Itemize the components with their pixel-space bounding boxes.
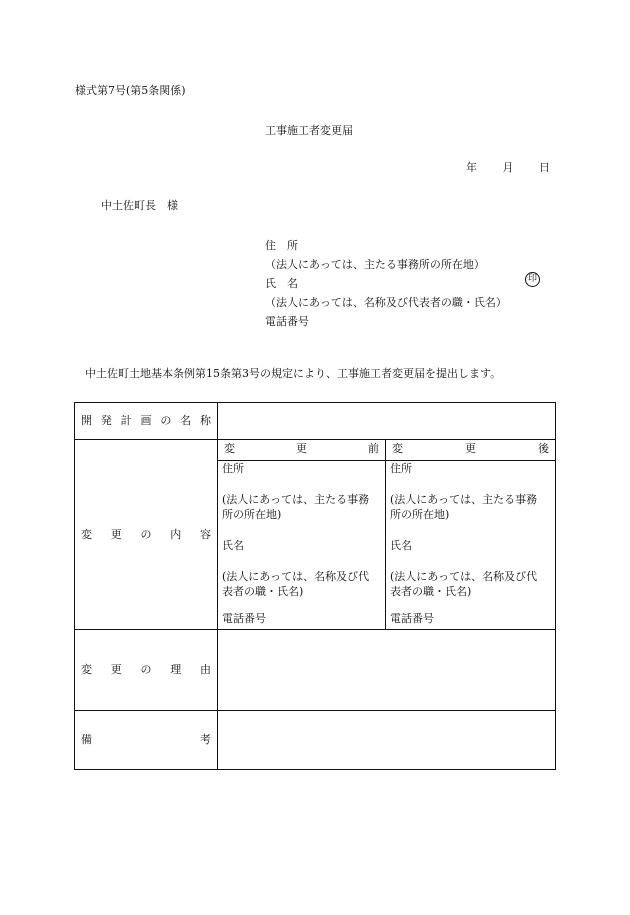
label-char: 考 — [200, 733, 211, 746]
label-char: 備 — [81, 733, 92, 746]
label-char: 内 — [170, 527, 182, 541]
label-char: 名 — [180, 414, 192, 427]
change-content-label-cell — [75, 440, 218, 630]
reason-label — [81, 663, 211, 677]
recipient: 中土佐町長 様 — [101, 199, 178, 212]
before-phone: 電話番号 — [222, 612, 266, 625]
after-details-cell — [386, 461, 556, 630]
remarks-label-cell — [75, 711, 218, 770]
change-content-label — [81, 528, 211, 542]
after-name: 氏名 — [390, 539, 412, 552]
label-char: 理 — [170, 663, 182, 676]
label-char: 更 — [110, 527, 122, 541]
after-address: 住所 — [390, 462, 412, 475]
label-char: 称 — [199, 414, 211, 427]
applicant-address-label: 住 所 — [265, 239, 298, 252]
applicant-name-label: 氏 名 — [265, 277, 298, 290]
before-address-note-1: (法人にあっては、主たる事務 — [222, 493, 370, 506]
label-char: 容 — [200, 527, 211, 541]
before-header-cell — [218, 440, 386, 461]
label-char: 開 — [81, 414, 92, 427]
before-header — [224, 442, 379, 456]
year-label: 年 — [466, 161, 477, 174]
form-number: 様式第7号(第5条関係) — [75, 84, 186, 97]
label-char: 画 — [140, 414, 152, 427]
project-name-row — [75, 403, 556, 440]
remarks-value-cell — [218, 711, 556, 770]
label-char: 後 — [538, 442, 549, 455]
project-name-label — [81, 414, 211, 428]
after-address-note-2: 所の所在地) — [390, 508, 450, 521]
change-header-row — [75, 440, 556, 461]
remarks-row — [75, 711, 556, 770]
project-name-label-cell — [75, 403, 218, 440]
label-char: 変 — [81, 663, 92, 676]
applicant-phone-label: 電話番号 — [265, 315, 309, 328]
label-char: 前 — [368, 442, 379, 455]
date-line — [466, 161, 550, 175]
label-char: 由 — [200, 663, 211, 676]
after-name-note-1: (法人にあっては、名称及び代 — [390, 570, 538, 583]
day-label: 日 — [539, 161, 550, 174]
after-header — [392, 442, 549, 456]
before-name: 氏名 — [222, 539, 244, 552]
after-header-cell — [386, 440, 556, 461]
after-name-note-2: 表者の職・氏名) — [390, 585, 472, 598]
after-phone: 電話番号 — [390, 612, 434, 625]
label-char: 更 — [296, 442, 307, 455]
document-title: 工事施工者変更届 — [265, 124, 353, 137]
seal-mark: 印 — [525, 272, 540, 287]
before-name-note-1: (法人にあっては、名称及び代 — [222, 570, 370, 583]
label-char: の — [140, 527, 152, 541]
change-form-table — [74, 402, 556, 770]
project-name-value-cell — [218, 403, 556, 440]
label-char: 発 — [100, 414, 112, 427]
label-char: の — [160, 414, 172, 427]
applicant-name-note: （法人にあっては、名称及び代表者の職・氏名） — [265, 296, 507, 309]
after-address-note-1: (法人にあっては、主たる事務 — [390, 493, 538, 506]
remarks-label — [81, 733, 211, 747]
label-char: 変 — [224, 442, 235, 455]
before-details-cell — [218, 461, 386, 630]
reason-label-cell — [75, 630, 218, 711]
label-char: の — [140, 663, 152, 676]
applicant-block — [265, 236, 507, 331]
statement-text: 中土佐町土地基本条例第15条第3号の規定により、工事施工者変更届を提出します。 — [85, 367, 502, 380]
label-char: 更 — [110, 663, 122, 676]
before-address-note-2: 所の所在地) — [222, 508, 282, 521]
reason-value-cell — [218, 630, 556, 711]
applicant-address-note: （法人にあっては、主たる事務所の所在地） — [265, 258, 485, 271]
label-char: 更 — [465, 442, 476, 455]
label-char: 変 — [392, 442, 403, 455]
month-label: 月 — [502, 161, 514, 174]
label-char: 変 — [81, 527, 92, 541]
label-char: 計 — [120, 414, 132, 427]
reason-row — [75, 630, 556, 711]
before-address: 住所 — [222, 462, 244, 475]
before-name-note-2: 表者の職・氏名) — [222, 585, 304, 598]
